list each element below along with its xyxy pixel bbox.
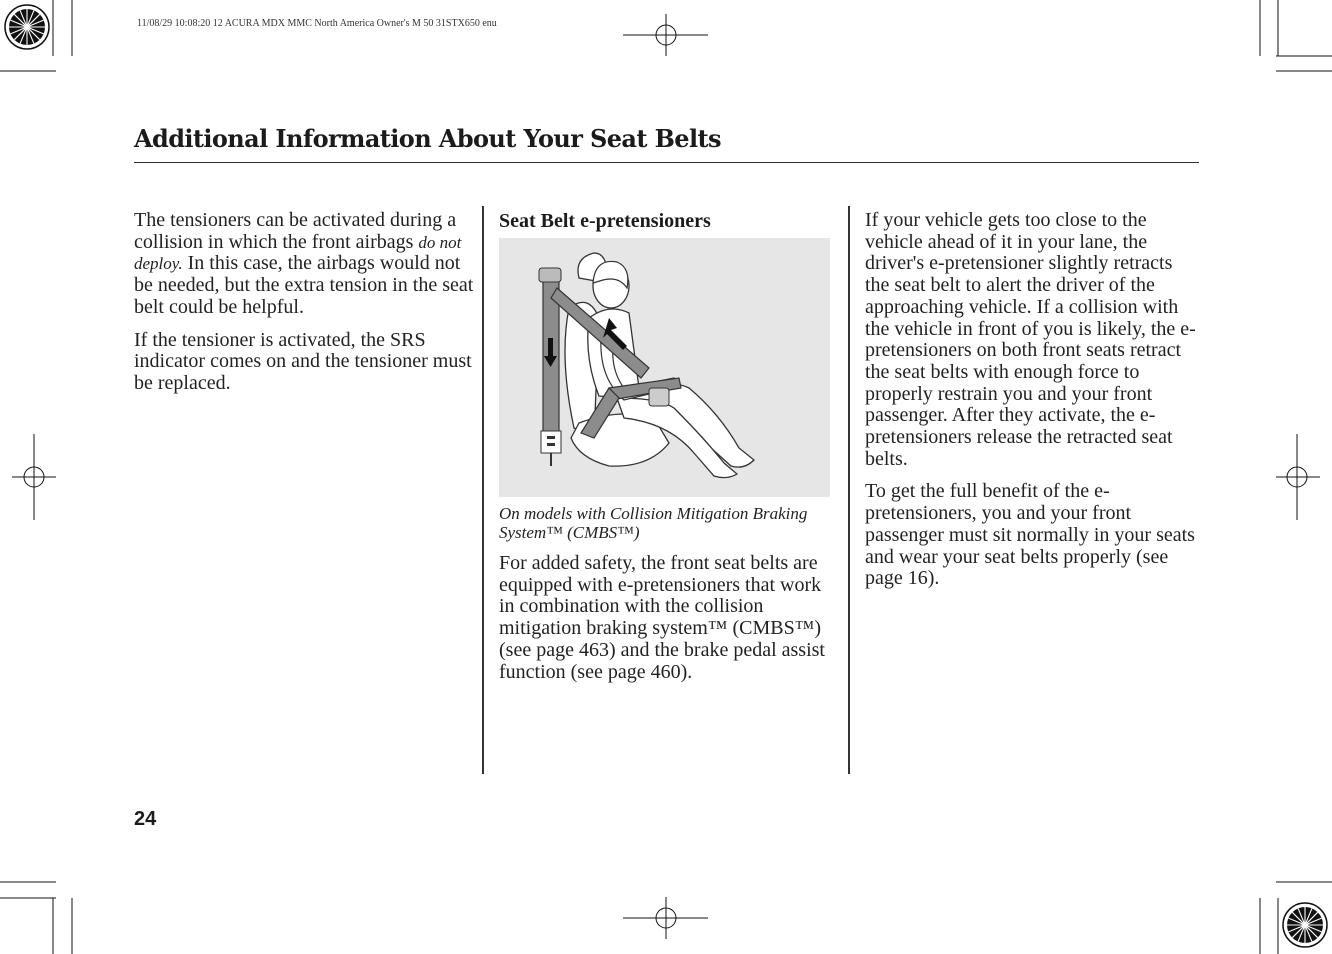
models-note: On models with Collision Mitigation Braking System™ (CMBS™)	[499, 504, 808, 542]
section-heading: Seat Belt e-pretensioners	[499, 210, 711, 232]
emphasis-text: do not deploy.	[134, 232, 462, 274]
text-segment: In this case, the airbags would not be needed, but the extra tension in the seat belt could be helpful.	[134, 252, 474, 318]
page-number: 24	[134, 808, 157, 830]
column-3	[865, 210, 1201, 601]
print-header: 11/08/29 10:08:20 12 ACURA MDX MMC North America Owner's M 50 31STX650 enu	[137, 18, 497, 29]
page-title: Additional Information About Your Seat Belts	[134, 124, 721, 153]
paragraph-approaching-vehicle: If your vehicle gets too close to the vehicle ahead of it in your lane, the driver's e-pretensioner slightly retracts the seat belt to alert the driver of the approaching vehicle. If a collision with the vehicle in front of you is likely, the e-pretensioners on both front seats retract the seat belts with enough force to properly restrain you and your front passenger. After they activate, the e-pretensioners release the retracted seat belts.	[865, 209, 1196, 470]
paragraph-e-pretensioners: For added safety, the front seat belts are equipped with e-pretensioners that work in combination with the collision mitigation braking system™ (CMBS™) (see page 463) and the brake pedal assist function (see page 460).	[499, 552, 825, 683]
column-2	[499, 210, 834, 694]
column-divider	[848, 206, 850, 774]
paragraph-full-benefit: To get the full benefit of the e-pretensioners, you and your front passenger must sit normally in your seats and wear your seat belts properly (see page 16).	[865, 480, 1195, 590]
text-segment: The tensioners can be activated during a collision in which the front airbags	[134, 209, 457, 253]
seated-woman-seatbelt-icon	[499, 238, 830, 497]
column-divider	[482, 206, 484, 774]
title-rule	[134, 162, 1199, 163]
registration-target-icon	[5, 5, 49, 49]
paragraph-srs-indicator: If the tensioner is activated, the SRS indicator comes on and the tensioner must be replaced.	[134, 328, 472, 394]
paragraph-tensioners-activation	[134, 210, 474, 319]
seat-belt-illustration	[499, 238, 830, 497]
column-1	[134, 210, 474, 406]
registration-target-icon	[1283, 903, 1327, 947]
